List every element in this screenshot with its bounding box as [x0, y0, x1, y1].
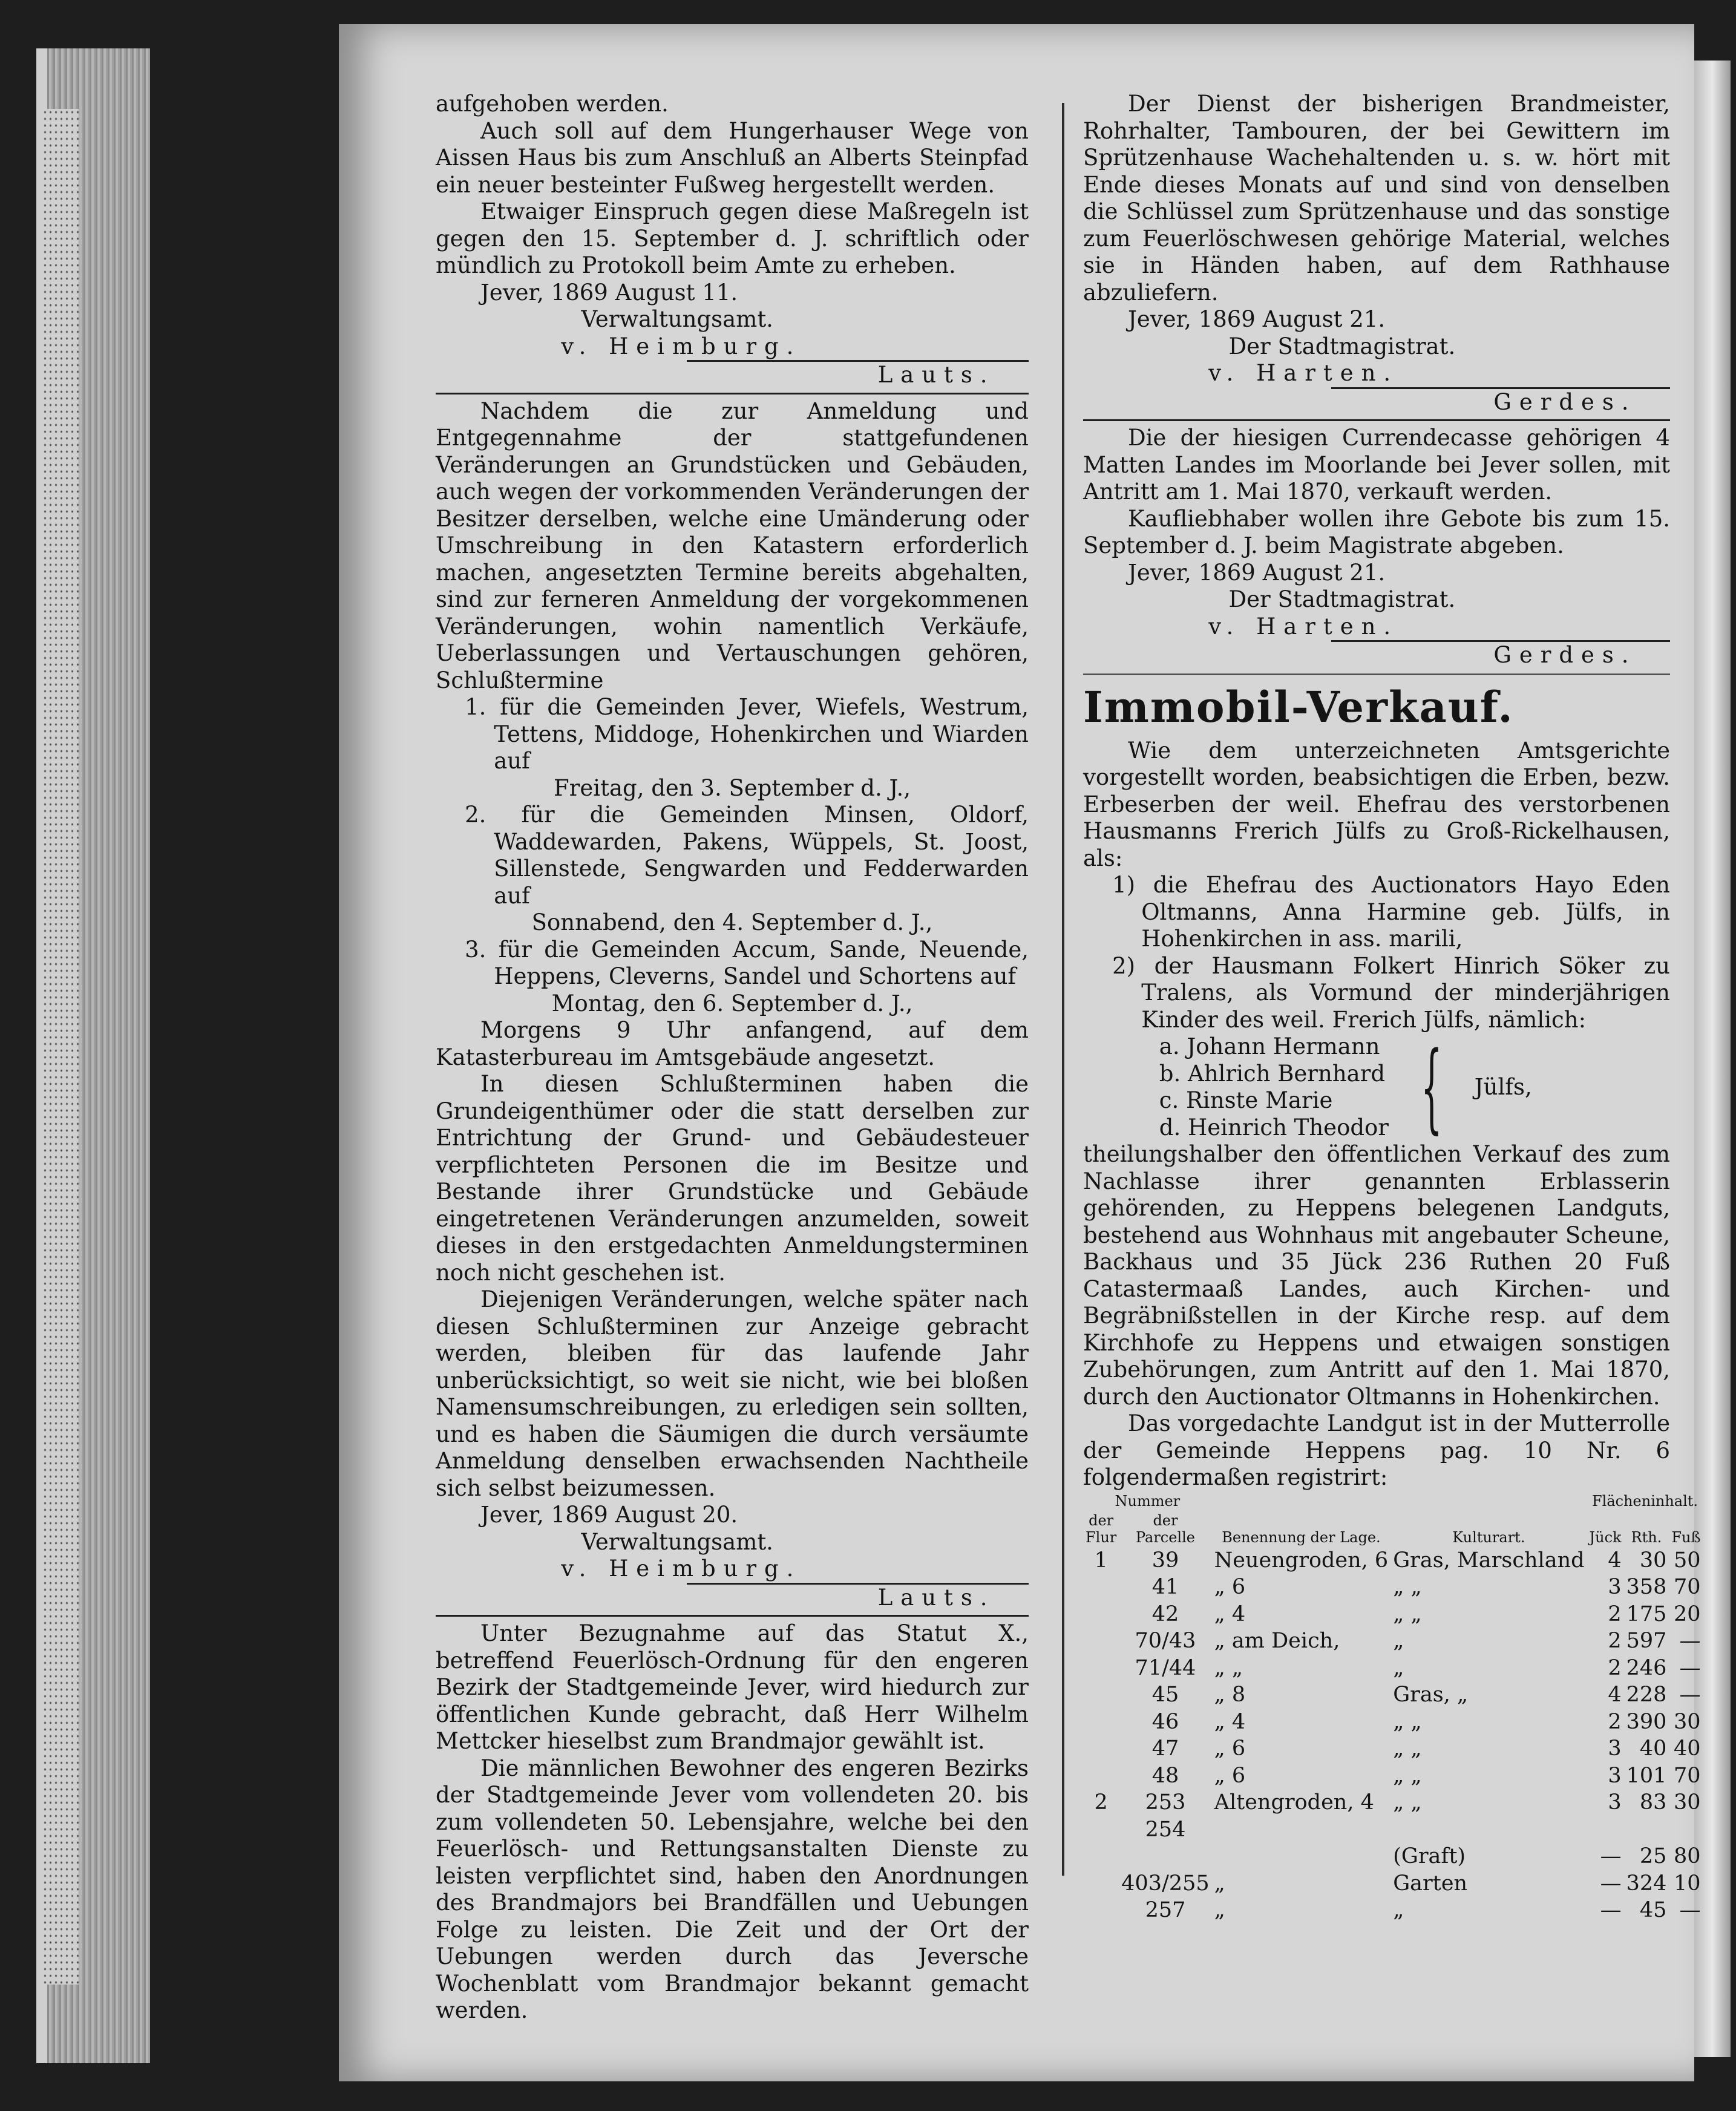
table-header: Rth. [1631, 1528, 1662, 1546]
table-cell-fuss: 50 [1674, 1548, 1701, 1573]
notice-text: Die männlichen Bewohner des engeren Bezirks der Stadtgemeinde Jever vom vollendeten 20. bis zum vollendeten 50. Lebensjahre, welche bei den Feuerlösch- und Rettungsanstalten Dienste zu leisten verpflichtet sind, haben den Anordnungen des Brandmajors bei Brandfällen und Uebungen Folge zu leisten. Die Zeit und der Ort der Uebungen werden durch das Jeversche Wochenblatt vom Brandmajor bekannt gemacht werden. [436, 1755, 1029, 2023]
table-header: Benennung der Lage. [1222, 1528, 1381, 1546]
table-row [1083, 1709, 1703, 1736]
table-cell-kultur: „ „ [1393, 1709, 1422, 1734]
table-cell-fuss: — [1679, 1655, 1701, 1680]
notice-text: Die der hiesigen Currendecasse gehörigen 4 Matten Landes im Moorlande bei Jever sollen, mit Antritt am 1. Mai 1870, verkauft werden. [1083, 425, 1670, 505]
table-cell-kultur: Gras, „ [1393, 1683, 1469, 1707]
notice-text: Der Dienst der bisherigen Brandmeister, Rohrhalter, Tambouren, der bei Gewittern im Sprützenhause Wachehaltenden u. s. w. hört mit Ende dieses Monats auf und sind von denselben die Schlüssel zum Sprützenhause und das sonstige zum Feuerlöschwesen gehörige Material, welches sie in Händen haben, auf dem Rathhause abzuliefern. [1083, 91, 1670, 306]
table-cell-rth: 25 [1639, 1844, 1667, 1868]
notice-text: Auch soll auf dem Hungerhauser Wege von Aissen Haus bis zum Anschluß an Alberts Steinpfad ein neuer besteinter Fußweg hergestellt werden. [436, 117, 1029, 198]
notice-separator [436, 1615, 1029, 1617]
table-cell-kultur: Gras, Marschland [1393, 1548, 1585, 1573]
table-cell-parzelle: 46 [1151, 1709, 1179, 1734]
table-cell-juck: 3 [1608, 1763, 1622, 1788]
issuing-office: Verwaltungsamt. [581, 1528, 773, 1555]
table-cell-flur [1083, 1681, 1119, 1709]
table-cell-lage: „ 4 [1214, 1709, 1246, 1734]
table-cell-rth: 40 [1639, 1736, 1667, 1761]
notice-text: In diesen Schlußterminen haben die Grundeigenthümer oder die statt derselben zur Entrichtung der Grund- und Gebäudesteuer verpflichteten Personen die im Besitze und Bestande ihrer Grundstücke und Gebäude eingetretenen Veränderungen anzumelden, soweit dieses in den erstgedachten Anmeldungsterminen noch nicht geschehen ist. [436, 1071, 1029, 1286]
list-item: 1. für die Gemeinden Jever, Wiefels, Westrum, Tettens, Middoge, Hohenkirchen und Wiarden auf [465, 694, 1029, 774]
clerk-signature: Gerdes. [1331, 387, 1670, 416]
place-date: Jever, 1869 August 20. [480, 1502, 738, 1528]
table-header: Fuß [1671, 1528, 1701, 1546]
issuing-office: Der Stadtmagistrat. [1228, 586, 1456, 612]
table-cell-juck: 2 [1608, 1655, 1622, 1680]
issuing-office: Der Stadtmagistrat. [1228, 333, 1456, 359]
table-cell-rth: 30 [1639, 1548, 1667, 1573]
table-cell-rth: 101 [1626, 1763, 1667, 1788]
child-name: b. Ahlrich Bernhard [1159, 1060, 1386, 1087]
clerk-signature: Gerdes. [1331, 640, 1670, 669]
table-cell-kultur: „ „ [1393, 1790, 1422, 1815]
notice-land-sale [1083, 425, 1670, 669]
table-cell-kultur: (Graft) [1393, 1844, 1466, 1868]
table-cell-flur [1083, 1762, 1119, 1790]
signatory: v. Heimburg. [561, 1556, 802, 1582]
children-list [1083, 1030, 1670, 1144]
section-heading: Immobil-Verkauf. [1083, 681, 1514, 732]
table-cell-rth: 324 [1626, 1871, 1667, 1896]
term-date: Montag, den 6. September d. J., [551, 990, 913, 1016]
table-header: der Parcelle [1135, 1511, 1195, 1546]
table-cell-lage: Altengroden, 4 [1214, 1790, 1374, 1815]
table-cell-kultur [1390, 1816, 1587, 1844]
table-cell-kultur: „ [1393, 1629, 1404, 1653]
table-cell-parzelle: 71/44 [1135, 1655, 1196, 1680]
notice-text: Nachdem die zur Anmeldung und Entgegennahme der stattgefundenen Veränderungen an Grundstücken und Gebäuden, auch wegen der vorkommenden Veränderungen der Besitzer derselben, welche eine Umänderung oder Umschreibung in den Katastern erforderlich machen, angesetzten Termine bereits abgehalten, sind zur ferneren Anmeldung der vorgekommenen Veränderungen, wohin namentlich Verkäufe, Ueberlassungen und Vertauschungen gehören, Schlußtermine [436, 398, 1029, 693]
table-cell-flur [1083, 1655, 1119, 1682]
table-cell-parzelle: 41 [1151, 1575, 1179, 1599]
table-cell-fuss [1669, 1816, 1703, 1844]
table-cell-flur [1083, 1574, 1119, 1601]
table-cell-fuss: — [1679, 1629, 1701, 1653]
table-cell-juck: 4 [1608, 1548, 1622, 1573]
table-cell-parzelle: 45 [1151, 1683, 1179, 1707]
table-cell-kultur: „ „ [1393, 1575, 1422, 1599]
table-row [1083, 1762, 1703, 1790]
signatory: v. Harten. [1208, 613, 1399, 640]
clerk-signature: Lauts. [687, 1583, 1029, 1612]
notice-text: Das vorgedachte Landgut ist in der Mutterrolle der Gemeinde Heppens pag. 10 Nr. 6 folgendermaßen registrirt: [1083, 1410, 1670, 1490]
table-cell-flur [1083, 1709, 1119, 1736]
left-column [436, 91, 1029, 2024]
table-body [1083, 1547, 1703, 1924]
table-cell-juck: — [1600, 1844, 1622, 1868]
table-cell-juck: 3 [1608, 1575, 1622, 1599]
table-header: der Flur [1086, 1511, 1117, 1546]
table-row [1083, 1547, 1703, 1574]
table-cell-rth [1624, 1816, 1669, 1844]
table-cell-juck: 2 [1608, 1629, 1622, 1653]
table-cell-flur [1083, 1628, 1119, 1655]
table-cell-rth: 228 [1626, 1683, 1667, 1707]
table-header: Jück [1589, 1528, 1622, 1546]
table-cell-fuss: 30 [1674, 1709, 1701, 1734]
table-cell-kultur: „ [1393, 1898, 1404, 1922]
table-row [1083, 1789, 1703, 1816]
table-cell-kultur: „ „ [1393, 1736, 1422, 1761]
table-cell-rth: 358 [1626, 1575, 1667, 1599]
child-name: a. Johann Hermann [1159, 1033, 1380, 1059]
table-cell-flur [1083, 1843, 1119, 1870]
table-row [1083, 1655, 1703, 1682]
table-cell-parzelle: 39 [1151, 1548, 1179, 1573]
table-cell-juck: 3 [1608, 1790, 1622, 1815]
table-cell-flur [1083, 1897, 1119, 1924]
place-date: Jever, 1869 August 11. [480, 279, 738, 306]
table-cell-rth: 83 [1639, 1790, 1667, 1815]
table-header: Kulturart. [1452, 1528, 1525, 1546]
notice-separator [1083, 673, 1670, 678]
table-cell-lage: „ 6 [1214, 1763, 1246, 1788]
table-cell-parzelle: 257 [1145, 1898, 1186, 1922]
table-row [1083, 1735, 1703, 1762]
table-cell-rth: 597 [1626, 1629, 1667, 1653]
table-cell-rth: 246 [1626, 1655, 1667, 1680]
table-cell-fuss: 80 [1674, 1844, 1701, 1868]
notice-immobil-verkauf [1083, 681, 1701, 1924]
list-item: 3. für die Gemeinden Accum, Sande, Neuende, Heppens, Cleverns, Sandel und Schortens auf [465, 936, 1029, 989]
table-cell-flur [1083, 1870, 1119, 1897]
signatory: v. Harten. [1208, 360, 1399, 386]
table-cell-parzelle: 253 [1145, 1790, 1186, 1815]
table-row [1083, 1574, 1703, 1601]
notice-text: Etwaiger Einspruch gegen diese Maßregeln ist gegen den 15. September d. J. schriftlich oder mündlich zu Protokoll beim Amte zu erheben. [436, 198, 1029, 278]
table-cell-fuss: 70 [1674, 1575, 1701, 1599]
place-date: Jever, 1869 August 21. [1128, 306, 1386, 332]
table-cell-rth: 45 [1639, 1898, 1667, 1922]
notice-separator [436, 393, 1029, 394]
child-name: d. Heinrich Theodor [1159, 1114, 1389, 1141]
table-cell-lage: „ 8 [1214, 1683, 1246, 1707]
notice-text: aufgehoben werden. [436, 91, 669, 117]
notice-text: Diejenigen Veränderungen, welche später nach diesen Schlußterminen zur Anzeige gebracht werden, bleiben für das laufende Jahr unberücksichtigt, so weit sie nicht, wie bei bloßen Namensumschreibungen, zu erledigen sein sollten, und es haben die Säumigen die durch versäumte Anmeldung denselben erwachsenden Nachtheile sich selbst beizumessen. [436, 1286, 1029, 1501]
child-name: c. Rinste Marie [1159, 1087, 1333, 1113]
table-row [1083, 1843, 1703, 1870]
table-cell-juck: 2 [1608, 1602, 1622, 1626]
table-row [1083, 1601, 1703, 1628]
table-cell-parzelle [1119, 1843, 1211, 1870]
brace-glyph: { [1421, 1030, 1443, 1144]
notice-fire-service [1083, 91, 1670, 416]
table-cell-fuss: — [1679, 1683, 1701, 1707]
heir-item: 2) der Hausmann Folkert Hinrich Söker zu Tralens, als Vormund der minderjährigen Kinder des weil. Frerich Jülfs, nämlich: [1112, 952, 1670, 1033]
term-date: Sonnabend, den 4. September d. J., [531, 909, 933, 935]
table-cell-parzelle: 403/255 [1121, 1871, 1210, 1896]
table-cell-juck: — [1600, 1871, 1622, 1896]
table-cell-lage: „ 6 [1214, 1575, 1246, 1599]
table-cell-fuss: 40 [1674, 1736, 1701, 1761]
table-row [1083, 1870, 1703, 1897]
table-row [1083, 1897, 1703, 1924]
table-cell-fuss: — [1679, 1898, 1701, 1922]
table-header: Nummer [1115, 1492, 1181, 1510]
table-header: Flächeninhalt. [1592, 1492, 1698, 1510]
table-cell-kultur: „ „ [1393, 1763, 1422, 1788]
table-cell-lage [1212, 1843, 1391, 1870]
table-cell-lage [1212, 1816, 1391, 1844]
table-cell-juck: 3 [1608, 1736, 1622, 1761]
table-cell-lage: „ „ [1214, 1655, 1243, 1680]
signatory: v. Heimburg. [561, 333, 802, 359]
list-item: 2. für die Gemeinden Minsen, Oldorf, Waddewarden, Pakens, Wüppels, St. Joost, Sillenstede, Sengwarden und Fedderwarden auf [465, 802, 1029, 909]
heir-item: 1) die Ehefrau des Auctionators Hayo Eden Oltmanns, Anna Harmine geb. Jülfs, in Hohenkirchen in ass. marili, [1112, 872, 1670, 952]
notice-text: Wie dem unterzeichneten Amtsgerichte vorgestellt worden, beabsichtigen die Erben, bezw. Erbeserben der weil. Ehefrau des verstorbenen Hausmanns Frerich Jülfs zu Groß-Rickelhausen, als: [1083, 737, 1670, 871]
table-cell-lage: „ 4 [1214, 1602, 1246, 1626]
notice-brandmajor [436, 1620, 1029, 2024]
table-cell-kultur: Garten [1393, 1871, 1468, 1896]
land-register-table [1083, 1491, 1703, 1924]
table-cell-flur [1083, 1816, 1119, 1844]
notice-text: Morgens 9 Uhr anfangend, auf dem Katasterbureau im Amtsgebäude angesetzt. [436, 1017, 1029, 1070]
table-cell-lage: „ [1214, 1871, 1225, 1896]
table-cell-kultur: „ [1393, 1655, 1404, 1680]
table-cell-parzelle: 42 [1151, 1602, 1179, 1626]
column-divider [1062, 103, 1064, 1876]
table-cell-juck: 4 [1608, 1683, 1622, 1707]
table-cell-parzelle: 48 [1151, 1763, 1179, 1788]
place-date: Jever, 1869 August 21. [1128, 559, 1386, 586]
table-cell-flur: 1 [1094, 1548, 1108, 1573]
notice-cadastre [436, 398, 1029, 1612]
book-cover-edge [42, 109, 79, 1985]
children-surname: Jülfs, [1474, 1073, 1532, 1100]
notice-separator [1083, 419, 1670, 421]
notice-road-works [436, 91, 1029, 389]
notice-text: Unter Bezugnahme auf das Statut X., betreffend Feuerlösch-Ordnung für den engeren Bezirk der Stadtgemeinde Jever, wird hiedurch zur öffentlichen Kunde gebracht, daß Herr Wilhelm Mettcker hieselbst zum Brandmajor gewählt ist. [436, 1620, 1029, 1754]
right-column [1083, 91, 1701, 1924]
table-cell-parzelle: 47 [1151, 1736, 1179, 1761]
table-cell-parzelle: 70/43 [1135, 1629, 1196, 1653]
table-row [1083, 1681, 1703, 1709]
table-cell-fuss: 70 [1674, 1763, 1701, 1788]
table-cell-rth: 390 [1626, 1709, 1667, 1734]
table-cell-lage: „ am Deich, [1214, 1629, 1340, 1653]
table-row [1083, 1816, 1703, 1844]
table-cell-rth: 175 [1626, 1602, 1667, 1626]
table-cell-fuss: 10 [1674, 1871, 1701, 1896]
table-cell-lage: „ 6 [1214, 1736, 1246, 1761]
issuing-office: Verwaltungsamt. [581, 306, 773, 332]
clerk-signature: Lauts. [687, 360, 1029, 389]
table-cell-juck: — [1600, 1898, 1622, 1922]
table-row [1083, 1628, 1703, 1655]
table-cell-flur [1083, 1735, 1119, 1762]
table-cell-kultur: „ „ [1393, 1602, 1422, 1626]
term-date: Freitag, den 3. September d. J., [554, 774, 911, 801]
table-cell-juck [1587, 1816, 1624, 1844]
notice-text: Kaufliebhaber wollen ihre Gebote bis zum 15. September d. J. beim Magistrate abgeben. [1083, 505, 1670, 558]
table-cell-lage: Neuengroden, 6 [1214, 1548, 1389, 1573]
table-cell-fuss: 30 [1674, 1790, 1701, 1815]
notice-text: theilungshalber den öffentlichen Verkauf des zum Nachlasse ihrer genannten Erblasserin gehörenden, zu Heppens belegenen Landguts, bestehend aus Wohnhaus mit angebauter Scheune, Backhaus und 35 Jück 236 Ruthen 20 Fuß Catastermaaß Landes, auch Kirchen- und Begräbnißstellen in der Kirche resp. auf dem Kirchhofe zu Heppens und etwaigen sonstigen Zubehörungen, zum Antritt auf den 1. Mai 1870, durch den Auctionator Oltmanns in Hohenkirchen. [1083, 1141, 1670, 1410]
table-cell-flur: 2 [1094, 1790, 1108, 1815]
table-cell-flur [1083, 1601, 1119, 1628]
table-cell-lage: „ [1214, 1898, 1225, 1922]
table-cell-parzelle: 254 [1145, 1817, 1186, 1842]
table-cell-juck: 2 [1608, 1709, 1622, 1734]
table-cell-fuss: 20 [1674, 1602, 1701, 1626]
